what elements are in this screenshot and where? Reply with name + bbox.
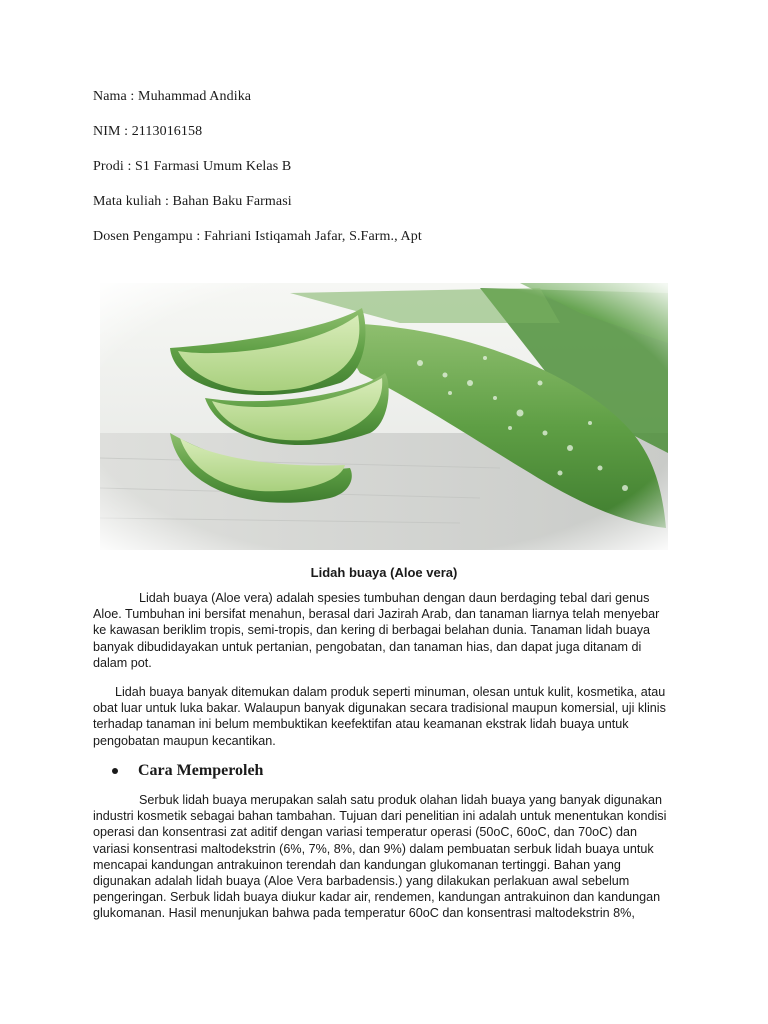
aloe-vera-photo xyxy=(100,283,668,550)
figure-caption: Lidah buaya (Aloe vera) xyxy=(310,565,458,580)
lecturer-name: Dosen Pengampu : Fahriani Istiqamah Jafar, S.Farm., Apt xyxy=(93,229,422,244)
study-program: Prodi : S1 Farmasi Umum Kelas B xyxy=(93,159,292,174)
student-name: Nama : Muhammad Andika xyxy=(93,89,252,104)
bullet-icon xyxy=(112,768,118,774)
section-heading xyxy=(112,762,263,780)
course-name: Mata kuliah : Bahan Baku Farmasi xyxy=(93,194,292,209)
paragraph-method: Serbuk lidah buaya merupakan salah satu produk olahan lidah buaya yang banyak digunakan industri kosmetik sebagai bahan tambahan. Tujuan dari penelitian ini adalah untuk menentukan kondisi operasi dan konsentrasi zat aditif dengan variasi temperatur operasi (50oC, 60oC, dan 70oC) dan variasi konsentrasi maltodekstrin (6%, 7%, 8%, dan 9%) dalam pembuatan serbuk lidah buaya untuk mencapai kandungan antrakuinon terendah dan kandungan glukomanan tertinggi. Bahan yang digunakan adalah lidah buaya (Aloe Vera barbadensis.) yang dilakukan perlakuan awal sebelum pengeringan. Serbuk lidah buaya diukur kadar air, rendemen, kandungan antrakuinon dan kandungan glukomanan. Hasil menunjukan bahwa pada temperatur 60oC dan konsentrasi maltodekstrin 8%, xyxy=(93,793,667,921)
student-nim: NIM : 2113016158 xyxy=(93,124,203,139)
paragraph-intro: Lidah buaya (Aloe vera) adalah spesies tumbuhan dengan daun berdaging tebal dari genus Aloe. Tumbuhan ini bersifat menahun, berasal dari Jazirah Arab, dan tanaman liarnya telah menyebar ke kawasan beriklim tropis, semi-tropis, dan kering di berbagai belahan dunia. Tanaman lidah buaya banyak dibudidayakan untuk pertanian, pengobatan, dan tanaman hias, dan dapat juga ditanam di dalam pot. xyxy=(93,591,660,670)
section-heading-text: Cara Memperoleh xyxy=(138,762,264,779)
paragraph-uses: Lidah buaya banyak ditemukan dalam produk seperti minuman, olesan untuk kulit, kosmetika, atau obat luar untuk luka bakar. Walaupun banyak digunakan secara tradisional maupun komersial, uji klinis terhadap tanaman ini belum membuktikan keefektifan atau keamanan ekstrak lidah buaya untuk pengobatan maupun kecantikan. xyxy=(93,685,666,748)
